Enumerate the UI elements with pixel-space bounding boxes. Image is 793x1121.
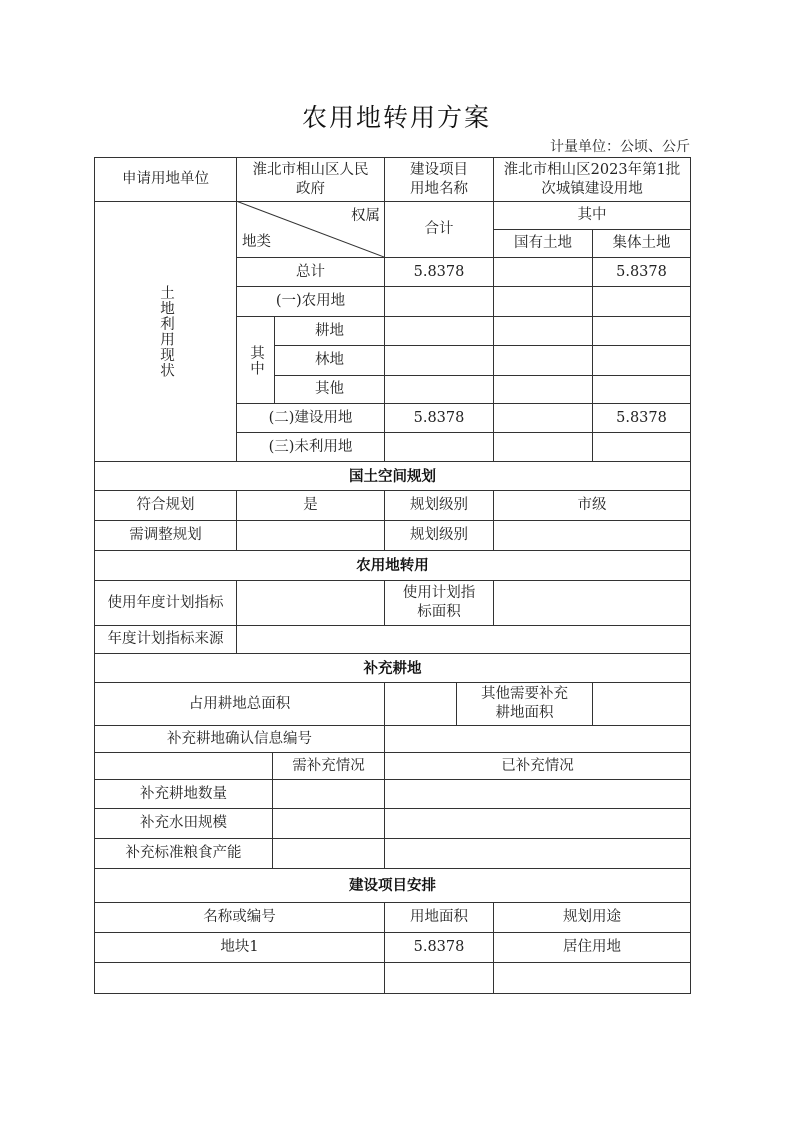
adjust-plan-label: 需调整规划 — [129, 527, 202, 543]
quota-source-label: 年度计划指标来源 — [107, 631, 224, 647]
arrangement-row-name — [95, 963, 384, 993]
row-forest-sum — [385, 346, 493, 375]
state-land-header: 国有土地 — [514, 235, 572, 251]
total-header: 合计 — [424, 221, 454, 237]
section-planning: 国土空间规划 — [349, 467, 436, 485]
confirm-code-label: 补充耕地确认信息编号 — [167, 730, 312, 747]
project-name-label: 建设项目用地名称 — [410, 161, 468, 197]
arrangement-row-name: 地块1 — [220, 939, 259, 955]
adjust-plan-level-value — [494, 521, 690, 550]
row-unused-label: (三)未利用地 — [268, 438, 353, 455]
applicant-label: 申请用地单位 — [122, 171, 209, 187]
row-other-state — [494, 376, 592, 403]
supplement-row-done — [385, 780, 690, 808]
supplement-row-label: 补充耕地数量 — [140, 785, 227, 802]
among-header: 其中 — [577, 207, 607, 223]
quota-area-value — [494, 581, 690, 625]
ownership-header: 权属 — [351, 207, 380, 224]
supplement-row-label: 补充水田规模 — [140, 815, 227, 831]
row-total-label: 总计 — [296, 263, 325, 280]
row-construction-sum: 5.8378 — [413, 409, 465, 426]
supplement-row-done — [385, 809, 690, 838]
supplement-row-label: 补充标准粮食产能 — [125, 845, 242, 861]
quota-source-value — [237, 626, 690, 653]
row-construction-label: (二)建设用地 — [268, 409, 353, 426]
arrangement-row-use: 居住用地 — [563, 939, 621, 955]
row-construction-state — [494, 404, 592, 432]
row-unused-sum — [385, 433, 493, 461]
arrangement-row-use — [494, 963, 690, 993]
annual-quota-value — [237, 581, 384, 625]
confirm-code-value — [385, 726, 690, 752]
supplement-row-need — [273, 839, 384, 868]
need-header: 需补充情况 — [292, 757, 365, 774]
row-arable-state — [494, 317, 592, 345]
col-use-header: 规划用途 — [563, 909, 621, 925]
section-supplement: 补充耕地 — [363, 659, 422, 677]
row-other-sum — [385, 376, 493, 403]
supplement-row-need — [273, 780, 384, 808]
category-header: 地类 — [242, 233, 271, 250]
plan-level-value: 市级 — [577, 497, 607, 513]
row-unused-state — [494, 433, 592, 461]
row-construction-collective: 5.8378 — [616, 409, 667, 426]
occupied-area-label: 占用耕地总面积 — [188, 695, 291, 712]
row-arable-label: 耕地 — [315, 322, 344, 339]
row-agri-collective — [593, 287, 690, 316]
section-conversion: 农用地转用 — [356, 557, 429, 574]
row-total-state — [494, 258, 592, 286]
applicant-value: 淮北市相山区人民政府 — [252, 161, 369, 197]
occupied-area-value — [385, 683, 456, 725]
row-forest-collective — [593, 346, 690, 375]
other-area-value — [593, 683, 690, 725]
plan-level-label: 规划级别 — [410, 497, 468, 513]
section-arrangement: 建设项目安排 — [349, 877, 436, 894]
row-agri-sum — [385, 287, 493, 316]
measure-unit: 计量单位：公顷、公斤 — [550, 139, 690, 155]
adjust-plan-level-label: 规划级别 — [410, 527, 468, 543]
done-header: 已补充情况 — [501, 757, 574, 774]
sub-among-label: 其中 — [248, 344, 264, 376]
row-other-label: 其他 — [315, 381, 344, 397]
quota-area-label: 使用计划指标面积 — [402, 585, 476, 620]
row-other-collective — [593, 376, 690, 403]
col-name-header: 名称或编号 — [203, 909, 276, 925]
arrangement-row-area: 5.8378 — [413, 939, 465, 955]
arrangement-row-area — [385, 963, 493, 993]
col-area-header: 用地面积 — [410, 909, 468, 925]
page-title: 农用地转用方案 — [301, 103, 491, 132]
adjust-plan-value — [237, 521, 384, 550]
project-name-value: 淮北市相山区2023年第1批次城镇建设用地 — [503, 161, 681, 197]
conform-plan-label: 符合规划 — [136, 497, 195, 513]
row-total-collective: 5.8378 — [616, 263, 667, 280]
row-forest-label: 林地 — [315, 352, 344, 368]
row-forest-state — [494, 346, 592, 375]
land-use-side-label: 土地利用现状 — [158, 285, 174, 378]
row-total-sum: 5.8378 — [413, 263, 465, 280]
row-arable-sum — [385, 317, 493, 345]
collective-land-header: 集体土地 — [612, 235, 671, 251]
supplement-row-done — [385, 839, 690, 868]
other-area-label: 其他需要补充耕地面积 — [481, 686, 568, 721]
row-unused-collective — [593, 433, 690, 461]
row-agri-label: (一)农用地 — [275, 293, 346, 309]
row-arable-collective — [593, 317, 690, 345]
supplement-row-need — [273, 809, 384, 838]
annual-quota-label: 使用年度计划指标 — [107, 594, 224, 611]
row-agri-state — [494, 287, 592, 316]
conform-plan-value: 是 — [303, 497, 318, 513]
